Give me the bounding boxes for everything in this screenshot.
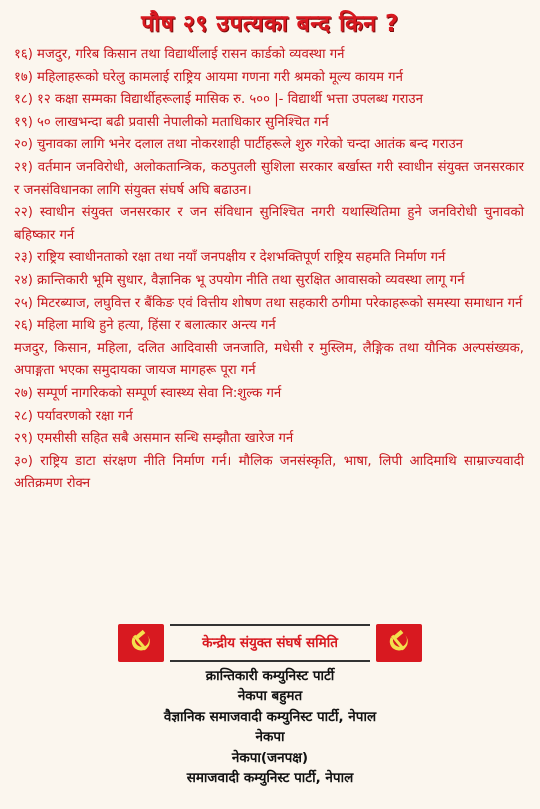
committee-name: केन्द्रीय संयुक्त संघर्ष समिति bbox=[170, 624, 370, 662]
list-item: २४) क्रान्तिकारी भूमि सुधार, वैज्ञानिक भू उपयोग नीति तथा सुरक्षित आवासको व्यवस्था लागू गर्न bbox=[14, 272, 465, 288]
party-name: वैज्ञानिक समाजवादी कम्युनिस्ट पार्टी, नेपाल bbox=[163, 708, 377, 725]
committee-banner bbox=[118, 624, 422, 664]
party-list bbox=[0, 666, 540, 788]
hammer-sickle-icon bbox=[376, 624, 422, 662]
list-item: २२) स्वाधीन संयुक्त जनसरकार र जन संविधान सुनिश्चित नगरी यथास्थितिमा हुने जनविरोधी चुनावको बहिष्कार गर्न bbox=[14, 205, 524, 243]
poster-title: पौष २९ उपत्यका बन्द किन ? bbox=[141, 11, 399, 37]
party-name: नेकपा(जनपक्ष) bbox=[231, 749, 309, 766]
party-name: क्रान्तिकारी कम्युनिस्ट पार्टी bbox=[205, 668, 335, 684]
party-name: समाजवादी कम्युनिस्ट पार्टी, नेपाल bbox=[186, 770, 354, 787]
list-item: १९) ५० लाखभन्दा बढी प्रवासी नेपालीको मताधिकार सुनिश्चित गर्न bbox=[14, 114, 329, 130]
list-item: २५) मिटरब्याज, लघुवित्त र बैंकिङ एवं वित्तीय शोषण तथा सहकारी ठगीमा परेकाहरूको समस्या समाधान गर्न bbox=[14, 295, 523, 311]
list-item: १६) मजदुर, गरिब किसान तथा विद्यार्थीलाई रासन कार्डको व्यवस्था गर्न bbox=[14, 47, 345, 62]
hammer-sickle-icon bbox=[118, 624, 164, 662]
party-name: नेकपा बहुमत bbox=[237, 688, 303, 705]
demand-list bbox=[14, 44, 524, 496]
list-item: १८) १२ कक्षा सम्मका विद्यार्थीहरूलाई मासिक रु. ५०० |- विद्यार्थी भत्ता उपलब्ध गराउन bbox=[14, 92, 423, 108]
list-item: मजदुर, किसान, महिला, दलित आदिवासी जनजाति, मधेसी र मुस्लिम, लैङ्गिक तथा यौनिक अल्पसंख्यक, अपाङ्गता भएका समुदायका जायज मागहरू पूरा गर्न bbox=[14, 340, 524, 379]
list-item: ३०) राष्ट्रिय डाटा संरक्षण नीति निर्माण गर्न। मौलिक जनसंस्कृति, भाषा, लिपी आदिमाथि साम्राज्यवादी अतिक्रमण रोक्न bbox=[14, 453, 524, 492]
list-item: २८) पर्यावरणको रक्षा गर्न bbox=[14, 408, 133, 424]
party-name: नेकपा bbox=[255, 729, 285, 746]
list-item: २१) वर्तमान जनविरोधी, अलोकतान्त्रिक, कठपुतली सुशिला सरकार बर्खास्त गरी स्वाधीन संयुक्त जनसरकार र जनसंविधानका लागि संयुक्त संघर्ष अघि बढाउन। bbox=[14, 159, 524, 198]
list-item: २७) सम्पूर्ण नागरिकको सम्पूर्ण स्वास्थ्य सेवा नि:शुल्क गर्न bbox=[14, 385, 282, 401]
list-item: १७) महिलाहरूको घरेलु कामलाई राष्ट्रिय आयमा गणना गरी श्रमको मूल्य कायम गर्न bbox=[14, 69, 403, 85]
list-item: २०) चुनावका लागि भनेर दलाल तथा नोकरशाही पार्टीहरूले शुरु गरेको चन्दा आतंक बन्द गराउन bbox=[14, 137, 463, 153]
list-item: २६) महिला माथि हुने हत्या, हिंसा र बलात्कार अन्त्य गर्न bbox=[14, 318, 276, 334]
list-item: २९) एमसीसी सहित सबै असमान सन्धि सम्झौता खारेज गर्न bbox=[14, 431, 294, 447]
list-item: २३) राष्ट्रिय स्वाधीनताको रक्षा तथा नयाँ जनपक्षीय र देशभक्तिपूर्ण राष्ट्रिय सहमति निर्माण गर्न bbox=[14, 250, 446, 266]
